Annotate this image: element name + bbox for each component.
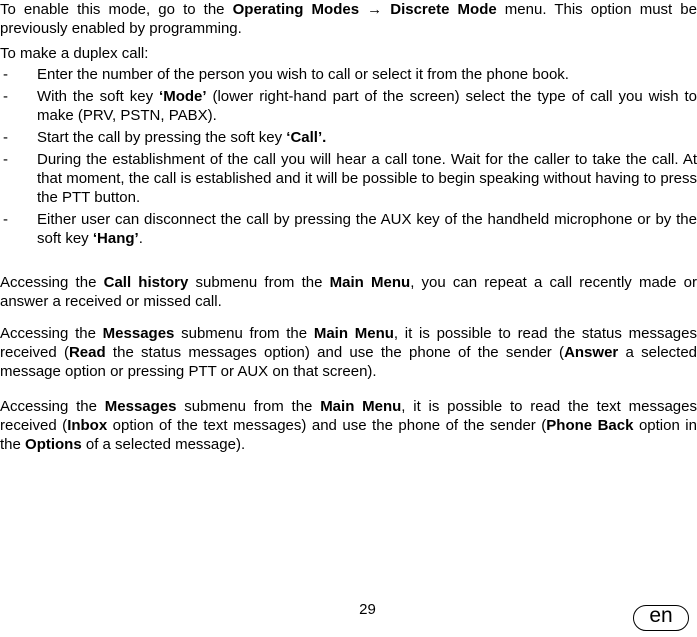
- text: , it is possible to read the text messages received (: [0, 398, 697, 434]
- text: submenu from the: [176, 398, 321, 415]
- step-text: Enter the number of the person you wish to call or select it from the phone book.: [37, 66, 569, 83]
- list-item: [0, 210, 697, 248]
- messages-paragraph: [0, 324, 697, 381]
- text: option in the: [0, 417, 697, 453]
- phone-back-option: Phone Back: [546, 417, 634, 434]
- soft-key-call: ‘Call’.: [286, 129, 327, 146]
- text: Accessing the: [0, 274, 104, 291]
- discrete-mode-menu: Discrete Mode: [390, 1, 497, 18]
- list-item: [0, 150, 697, 207]
- messages-menu: Messages: [102, 325, 175, 342]
- text: , it is possible to read the status messages received (: [0, 325, 697, 361]
- bullet-dash: -: [3, 151, 8, 168]
- answer-option: Answer: [564, 344, 619, 361]
- duplex-steps-list: [0, 65, 697, 251]
- text-messages-paragraph: [0, 397, 697, 454]
- text: a selected message option or pressing PTT or AUX on that screen).: [0, 344, 697, 380]
- text: option of the text messages) and use the phone of the sender (: [107, 417, 547, 434]
- duplex-call-heading: To make a duplex call:: [0, 45, 149, 62]
- discrete-mode-paragraph: [0, 0, 697, 38]
- step-text: Start the call by pressing the soft key: [37, 129, 287, 146]
- text: submenu from the: [174, 325, 314, 342]
- text: submenu from the: [188, 274, 330, 291]
- inbox-option: Inbox: [67, 417, 108, 434]
- intro-text-end: menu. This option must be previously enabled by programming.: [0, 1, 697, 37]
- page-number: 29: [359, 601, 376, 618]
- arrow-icon: →: [359, 1, 391, 18]
- list-item: [0, 128, 697, 147]
- list-item: [0, 65, 697, 84]
- intro-text: To enable this mode, go to the: [0, 1, 233, 18]
- messages-menu: Messages: [104, 398, 177, 415]
- main-menu: Main Menu: [320, 398, 402, 415]
- language-badge: en: [633, 605, 689, 631]
- list-item: [0, 87, 697, 125]
- step-text: During the establishment of the call you will hear a call tone. Wait for the caller to take the call. At that moment, the call is established and it will be possible to begin speaking without having to press the PTT button.: [37, 151, 697, 206]
- step-text-end: (lower right-hand part of the screen) select the type of call you wish to make (PRV, PSTN, PABX).: [37, 88, 697, 124]
- text: , you can repeat a call recently made or answer a received or missed call.: [0, 274, 697, 310]
- text: of a selected message).: [81, 436, 246, 453]
- call-history-paragraph: [0, 273, 697, 311]
- bullet-dash: -: [3, 66, 8, 83]
- step-text: With the soft key: [37, 88, 160, 105]
- bullet-dash: -: [3, 211, 8, 228]
- text: Accessing the: [0, 325, 103, 342]
- bullet-dash: -: [3, 129, 8, 146]
- options-menu: Options: [25, 436, 82, 453]
- step-text: Either user can disconnect the call by pressing the AUX key of the handheld microphone or by the soft key: [37, 211, 697, 247]
- text: Accessing the: [0, 398, 105, 415]
- read-option: Read: [68, 344, 106, 361]
- soft-key-hang: ‘Hang’: [92, 230, 139, 247]
- operating-modes-menu: Operating Modes: [232, 1, 360, 18]
- text: the status messages option) and use the phone of the sender (: [105, 344, 565, 361]
- main-menu: Main Menu: [329, 274, 411, 291]
- step-text-end: .: [138, 230, 143, 247]
- call-history-menu: Call history: [103, 274, 189, 291]
- soft-key-mode: ‘Mode’: [159, 88, 207, 105]
- bullet-dash: -: [3, 88, 8, 105]
- main-menu: Main Menu: [313, 325, 394, 342]
